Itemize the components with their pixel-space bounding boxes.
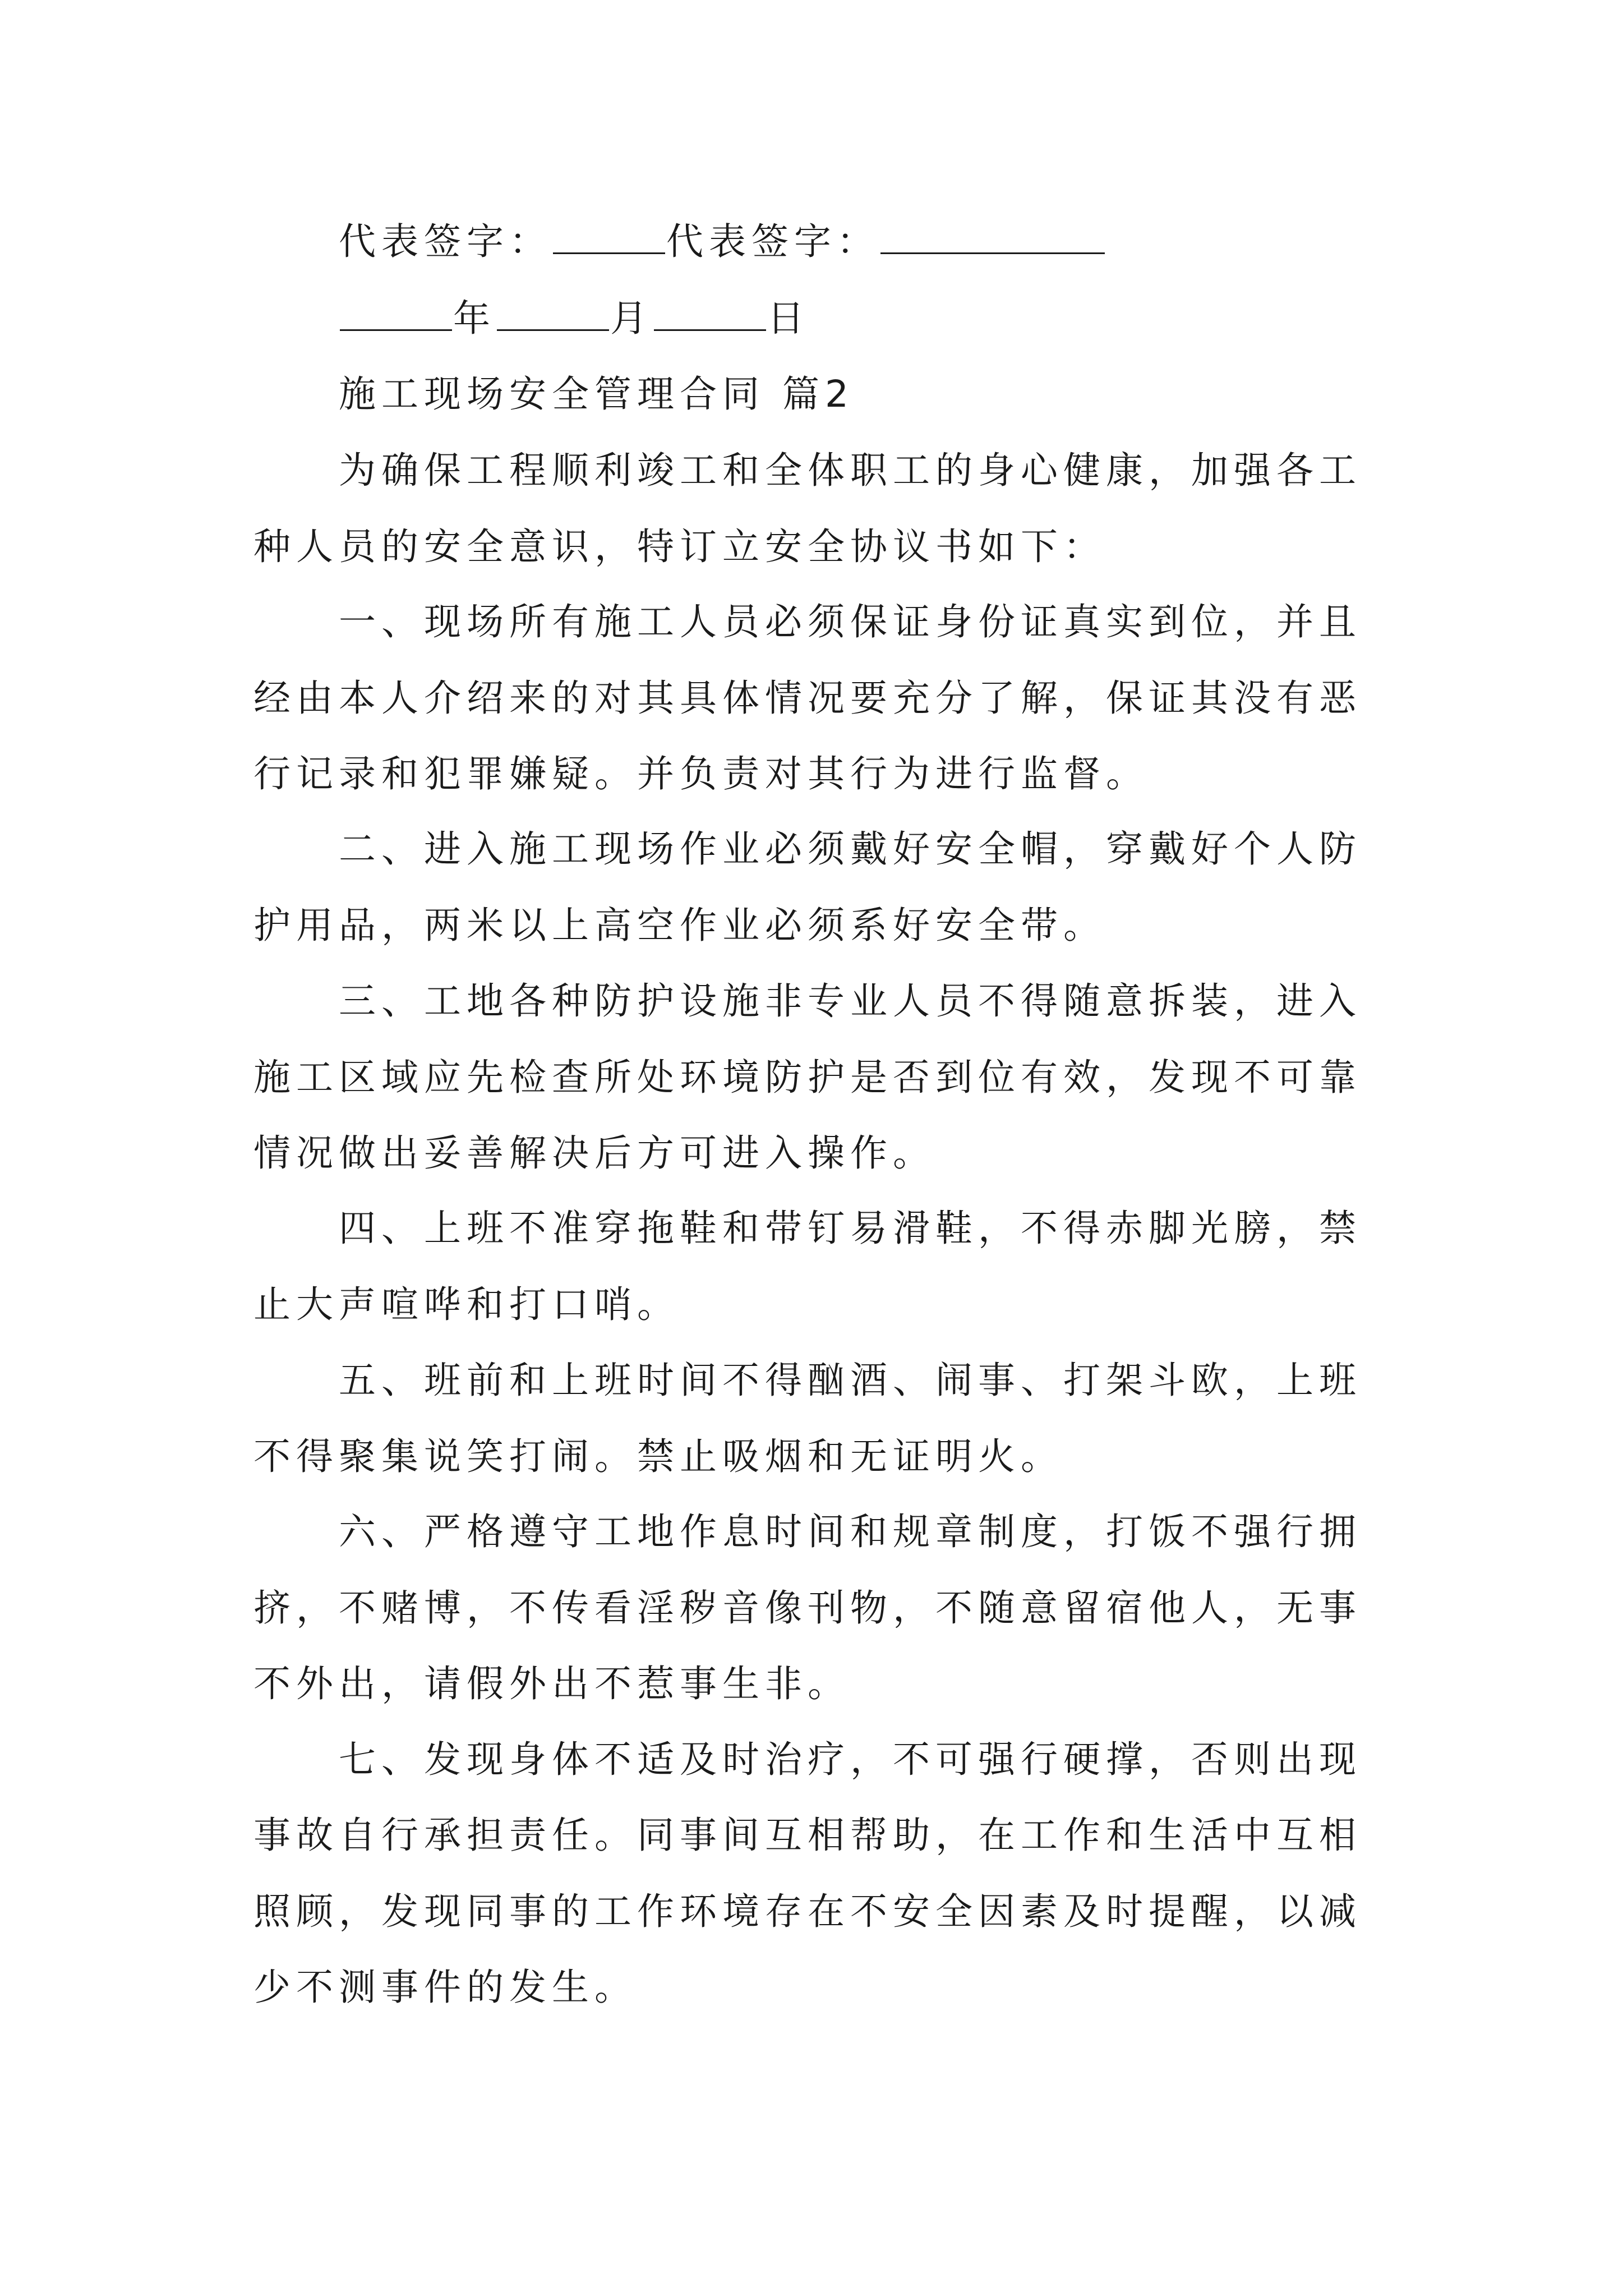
year-blank [340,327,452,331]
clause-3-line: 施工区域应先检查所处环境防护是否到位有效，发现不可靠 [253,1056,1362,1099]
signature-label-1: 代表签字： [339,220,552,263]
date-row [339,297,810,340]
clause-1-line: 一、现场所有施工人员必须保证身份证真实到位，并且 [339,600,1362,643]
month-label: 月 [610,297,653,340]
month-blank [497,327,609,331]
signature-blank-2 [880,250,1105,254]
clause-7-line: 少不测事件的发生。 [253,1966,637,2009]
signature-blank-1 [553,250,665,254]
signature-label-2: 代表签字： [666,220,879,263]
section-title: 施工现场安全管理合同 篇2 [339,372,854,416]
clause-5-line: 不得聚集说笑打闹。禁止吸烟和无证明火。 [253,1435,1063,1478]
clause-1-line: 经由本人介绍来的对其具体情况要充分了解，保证其没有恶 [253,677,1362,720]
clause-2-line: 护用品，两米以上高空作业必须系好安全带。 [253,904,1106,947]
intro-line: 为确保工程顺利竣工和全体职工的身心健康，加强各工 [339,449,1362,492]
clause-5-line: 五、班前和上班时间不得酗酒、闹事、打架斗欧，上班 [339,1359,1362,1402]
intro-line: 种人员的安全意识，特订立安全协议书如下： [253,525,1106,568]
day-label: 日 [767,297,810,340]
clause-4-line: 四、上班不准穿拖鞋和带钉易滑鞋，不得赤脚光膀，禁 [339,1207,1362,1250]
clause-2-line: 二、进入施工现场作业必须戴好安全帽，穿戴好个人防 [339,827,1362,871]
clause-7-line: 七、发现身体不适及时治疗，不可强行硬撑，否则出现 [339,1738,1362,1781]
clause-6-line: 挤，不赌博，不传看淫秽音像刊物，不随意留宿他人，无事 [253,1586,1362,1630]
signature-row [339,220,1106,263]
clause-4-line: 止大声喧哗和打口哨。 [253,1283,680,1326]
clause-1-line: 行记录和犯罪嫌疑。并负责对其行为进行监督。 [253,752,1149,795]
clause-3-line: 情况做出妥善解决后方可进入操作。 [253,1131,935,1175]
clause-6-line: 不外出，请假外出不惹事生非。 [253,1662,850,1705]
day-blank [654,327,766,331]
clause-6-line: 六、严格遵守工地作息时间和规章制度，打饭不强行拥 [339,1510,1362,1553]
clause-3-line: 三、工地各种防护设施非专业人员不得随意拆装，进入 [339,979,1362,1023]
clause-7-line: 事故自行承担责任。同事间互相帮助，在工作和生活中互相 [253,1814,1362,1857]
year-label: 年 [453,297,496,340]
clause-7-line: 照顾，发现同事的工作环境存在不安全因素及时提醒，以减 [253,1890,1362,1933]
